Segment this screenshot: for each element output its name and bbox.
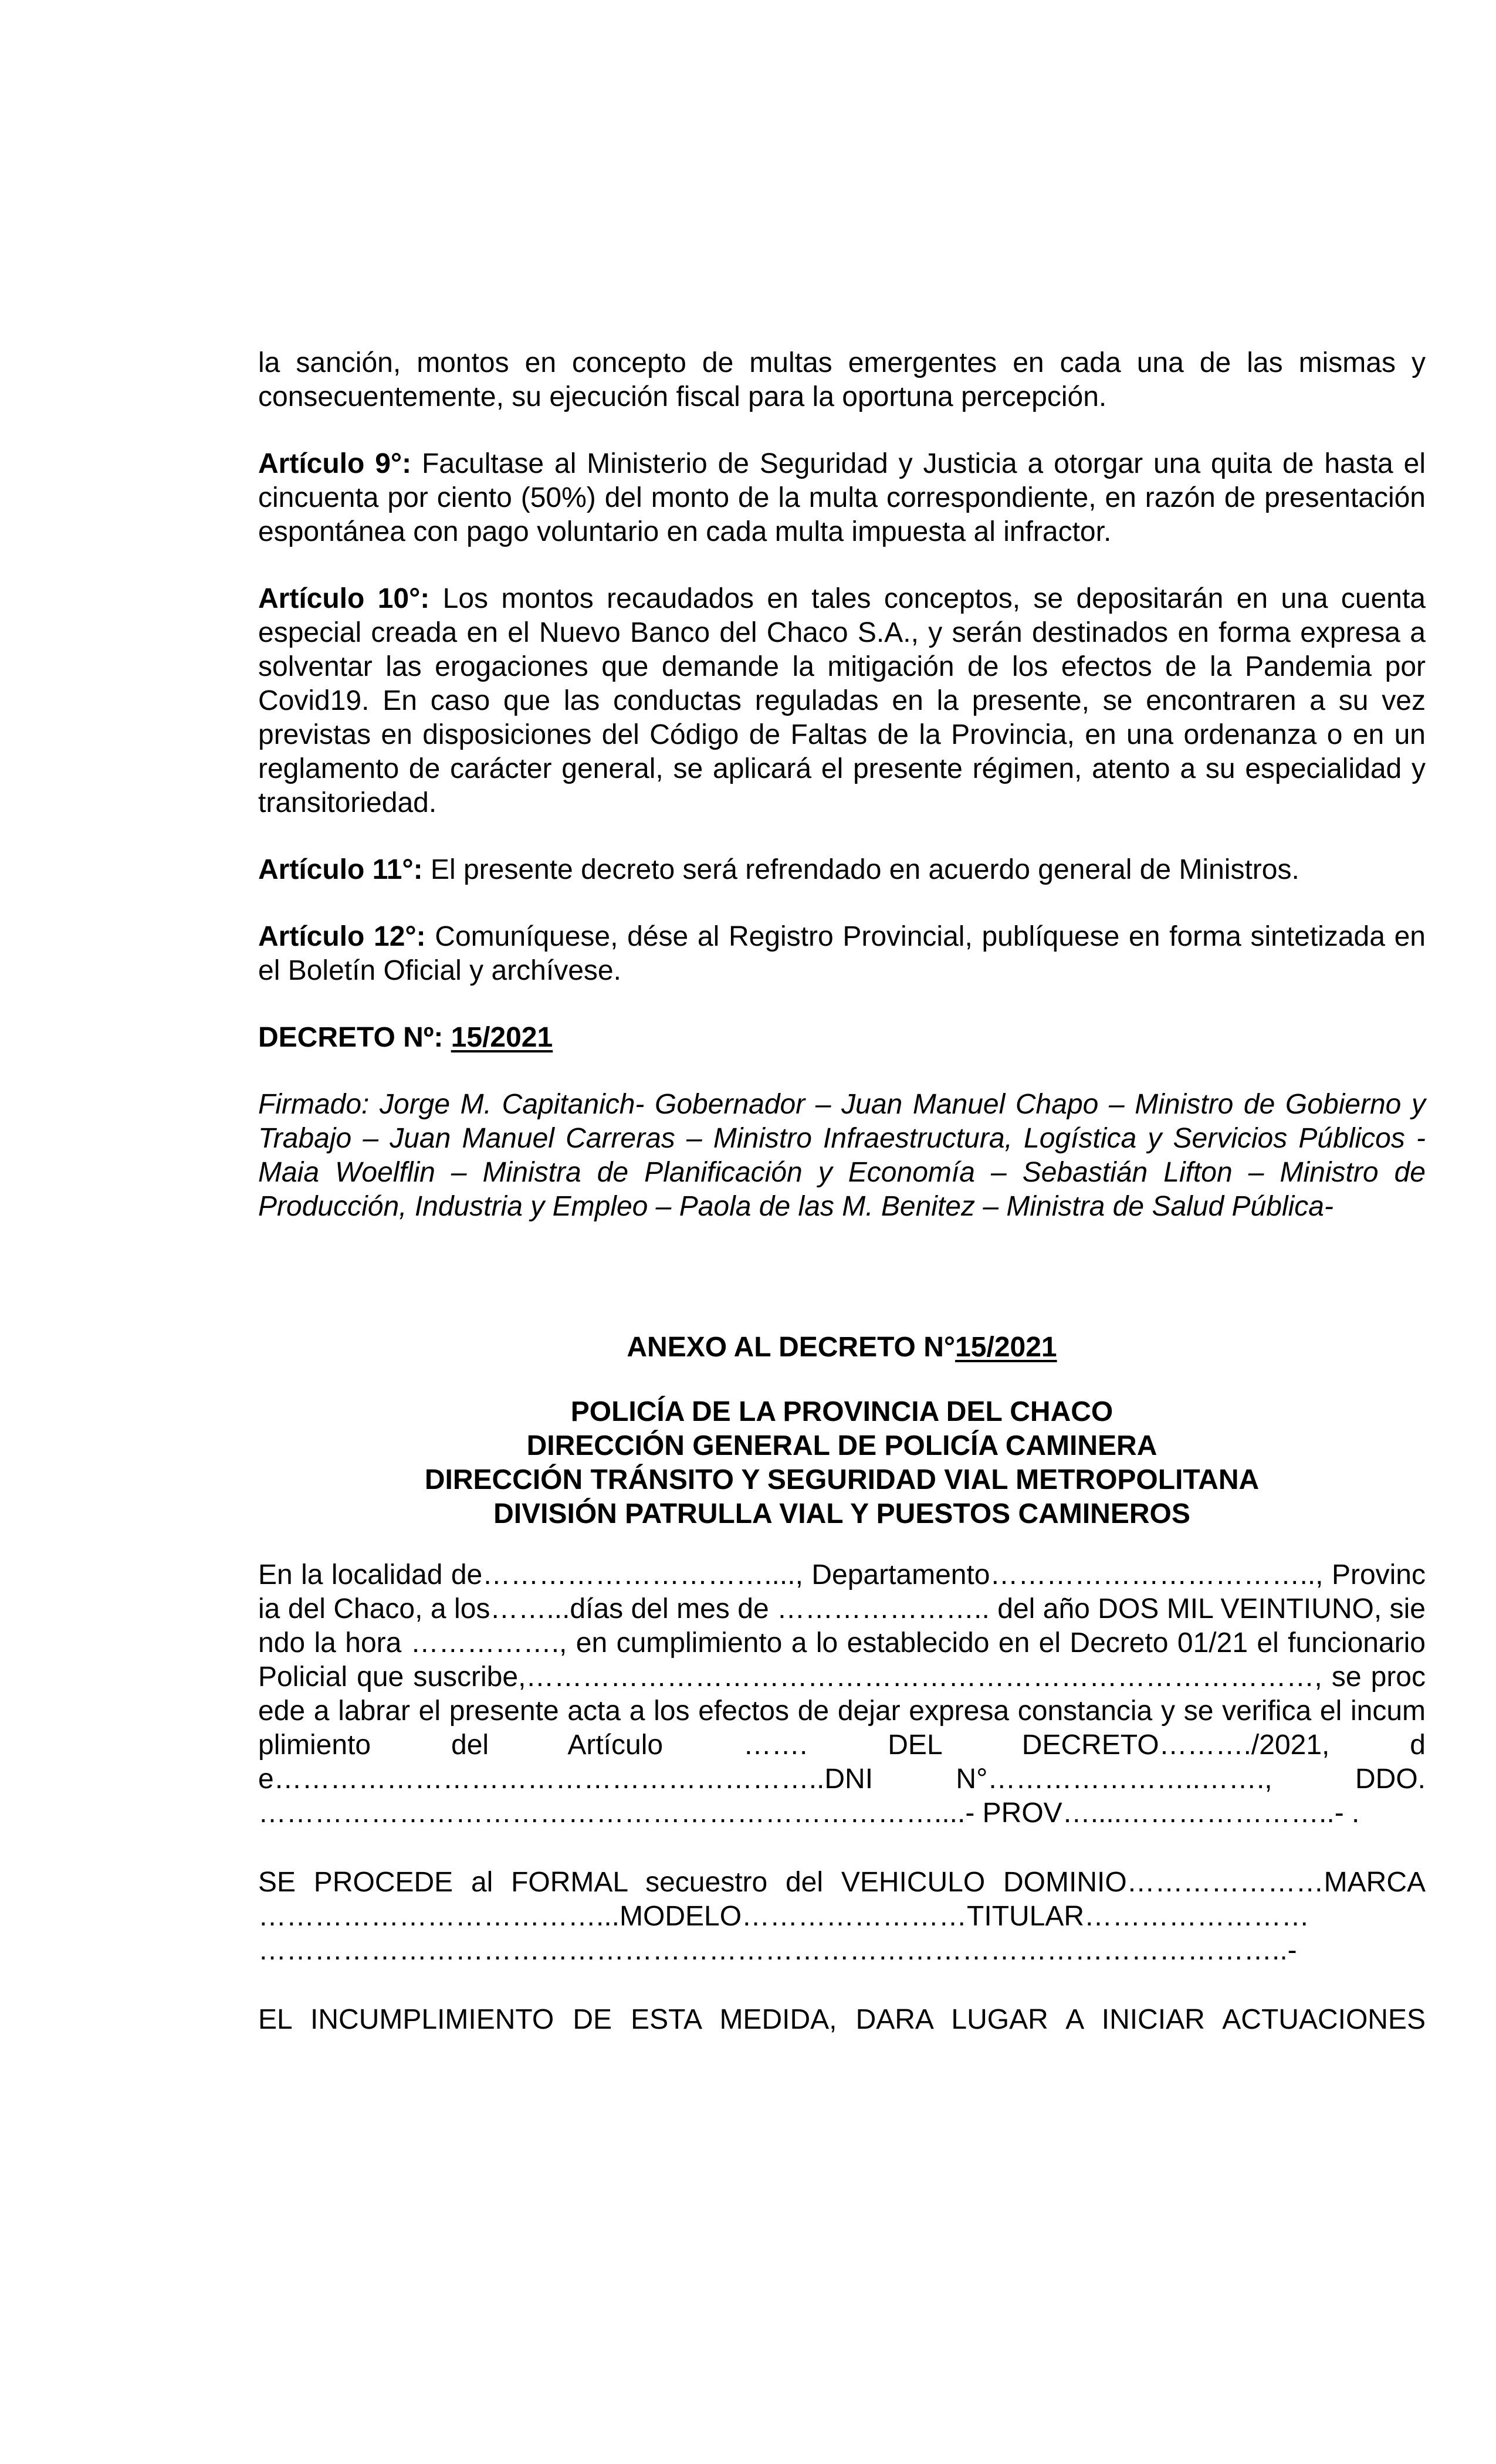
article-text: Facultase al Ministerio de Seguridad y Justicia a otorgar una quita de hasta el cincuenta por ciento (50%) del monto de la multa correspondiente, en razón de presentación espontánea con pago voluntario en cada multa impuesta al infractor. [258, 448, 1426, 547]
article-label: Artículo 12°: [258, 921, 426, 952]
annex-header-line: DIVISIÓN PATRULLA VIAL Y PUESTOS CAMINEROS [493, 1498, 1190, 1529]
annex-title [258, 1331, 1426, 1365]
decreto-number [258, 1021, 1426, 1055]
annex-header-line: POLICÍA DE LA PROVINCIA DEL CHACO [570, 1396, 1113, 1427]
decreto-label: DECRETO Nº: [258, 1022, 451, 1053]
article-label: Artículo 9°: [258, 448, 412, 479]
incumplimiento-paragraph: EL INCUMPLIMIENTO DE ESTA MEDIDA, DARA LUGAR A INICIAR ACTUACIONES [258, 2004, 1426, 2035]
annex-title-number: 15/2021 [955, 1332, 1057, 1363]
article-label: Artículo 11°: [258, 854, 423, 885]
document-body [258, 346, 1426, 2037]
signatories-paragraph: Firmado: Jorge M. Capitanich- Gobernador – Juan Manuel Chapo – Ministro de Gobierno y Trabajo – Juan Manuel Carreras – Ministro Infraestructura, Logística y Servicios Públicos - Maia Woelflin – Ministra de Planificación y Economía – Sebastián Lifton – Ministro de Producción, Industria y Empleo – Paola de las M. Benitez – Ministra de Salud Pública- [258, 1089, 1426, 1222]
annex-header-line: DIRECCIÓN GENERAL DE POLICÍA CAMINERA [526, 1430, 1157, 1461]
annex-headers [258, 1395, 1426, 1531]
article-12 [258, 920, 1426, 988]
article-9 [258, 447, 1426, 549]
article-text: Comuníquese, dése al Registro Provincial, publíquese en forma sintetizada en el Boletín Oficial y archívese. [258, 921, 1426, 986]
secuestro-paragraph: SE PROCEDE al FORMAL secuestro del VEHICULO DOMINIO…………………MARCA ………………………………...MODELO……………………TITULAR…………………… ………………………………………………………………………………………………..- [258, 1867, 1426, 1966]
article-10 [258, 582, 1426, 820]
article-11 [258, 853, 1426, 887]
article-text: Los montos recaudados en tales conceptos, se depositarán en una cuenta especial creada en el Nuevo Banco del Chaco S.A., y serán destinados en forma expresa a solventar las erogaciones que demande la mitigación de los efectos de la Pandemia por Covid19. En caso que las conductas reguladas en la presente, se encontraren a su vez previstas en disposiciones del Código de Faltas de la Provincia, en una ordenanza o en un reglamento de carácter general, se aplicará el presente régimen, atento a su especialidad y transitoriedad. [258, 583, 1426, 818]
decreto-value: 15/2021 [451, 1022, 553, 1053]
article-text: El presente decreto será refrendado en acuerdo general de Ministros. [422, 854, 1299, 885]
acta-paragraph: En la localidad de…………………………...., Departamento…………………………….., Provincia del Chaco, a los……...días del mes de ………………….. del año DOS MIL VEINTIUNO, siendo la hora ……………., en cumplimiento a lo establecido en el Decreto 01/21 el funcionario Policial que suscribe,…………………………………………………………………………, se procede a labrar el presente acta a los efectos de dejar expresa constancia y se verifica el incumplimiento del Artículo ……. DEL DECRETO………./2021, de…………………………………………………..DNI N°…………………..……., DDO. ………………………………………………………………....- PROV…....…………………..- . [258, 1559, 1426, 1829]
article-label: Artículo 10°: [258, 583, 430, 614]
annex-header-line: DIRECCIÓN TRÁNSITO Y SEGURIDAD VIAL METROPOLITANA [424, 1464, 1260, 1495]
intro-paragraph: la sanción, montos en concepto de multas emergentes en cada una de las mismas y consecuentemente, su ejecución fiscal para la oportuna percepción. [258, 347, 1426, 412]
annex-title-prefix: ANEXO AL DECRETO N° [627, 1332, 956, 1363]
